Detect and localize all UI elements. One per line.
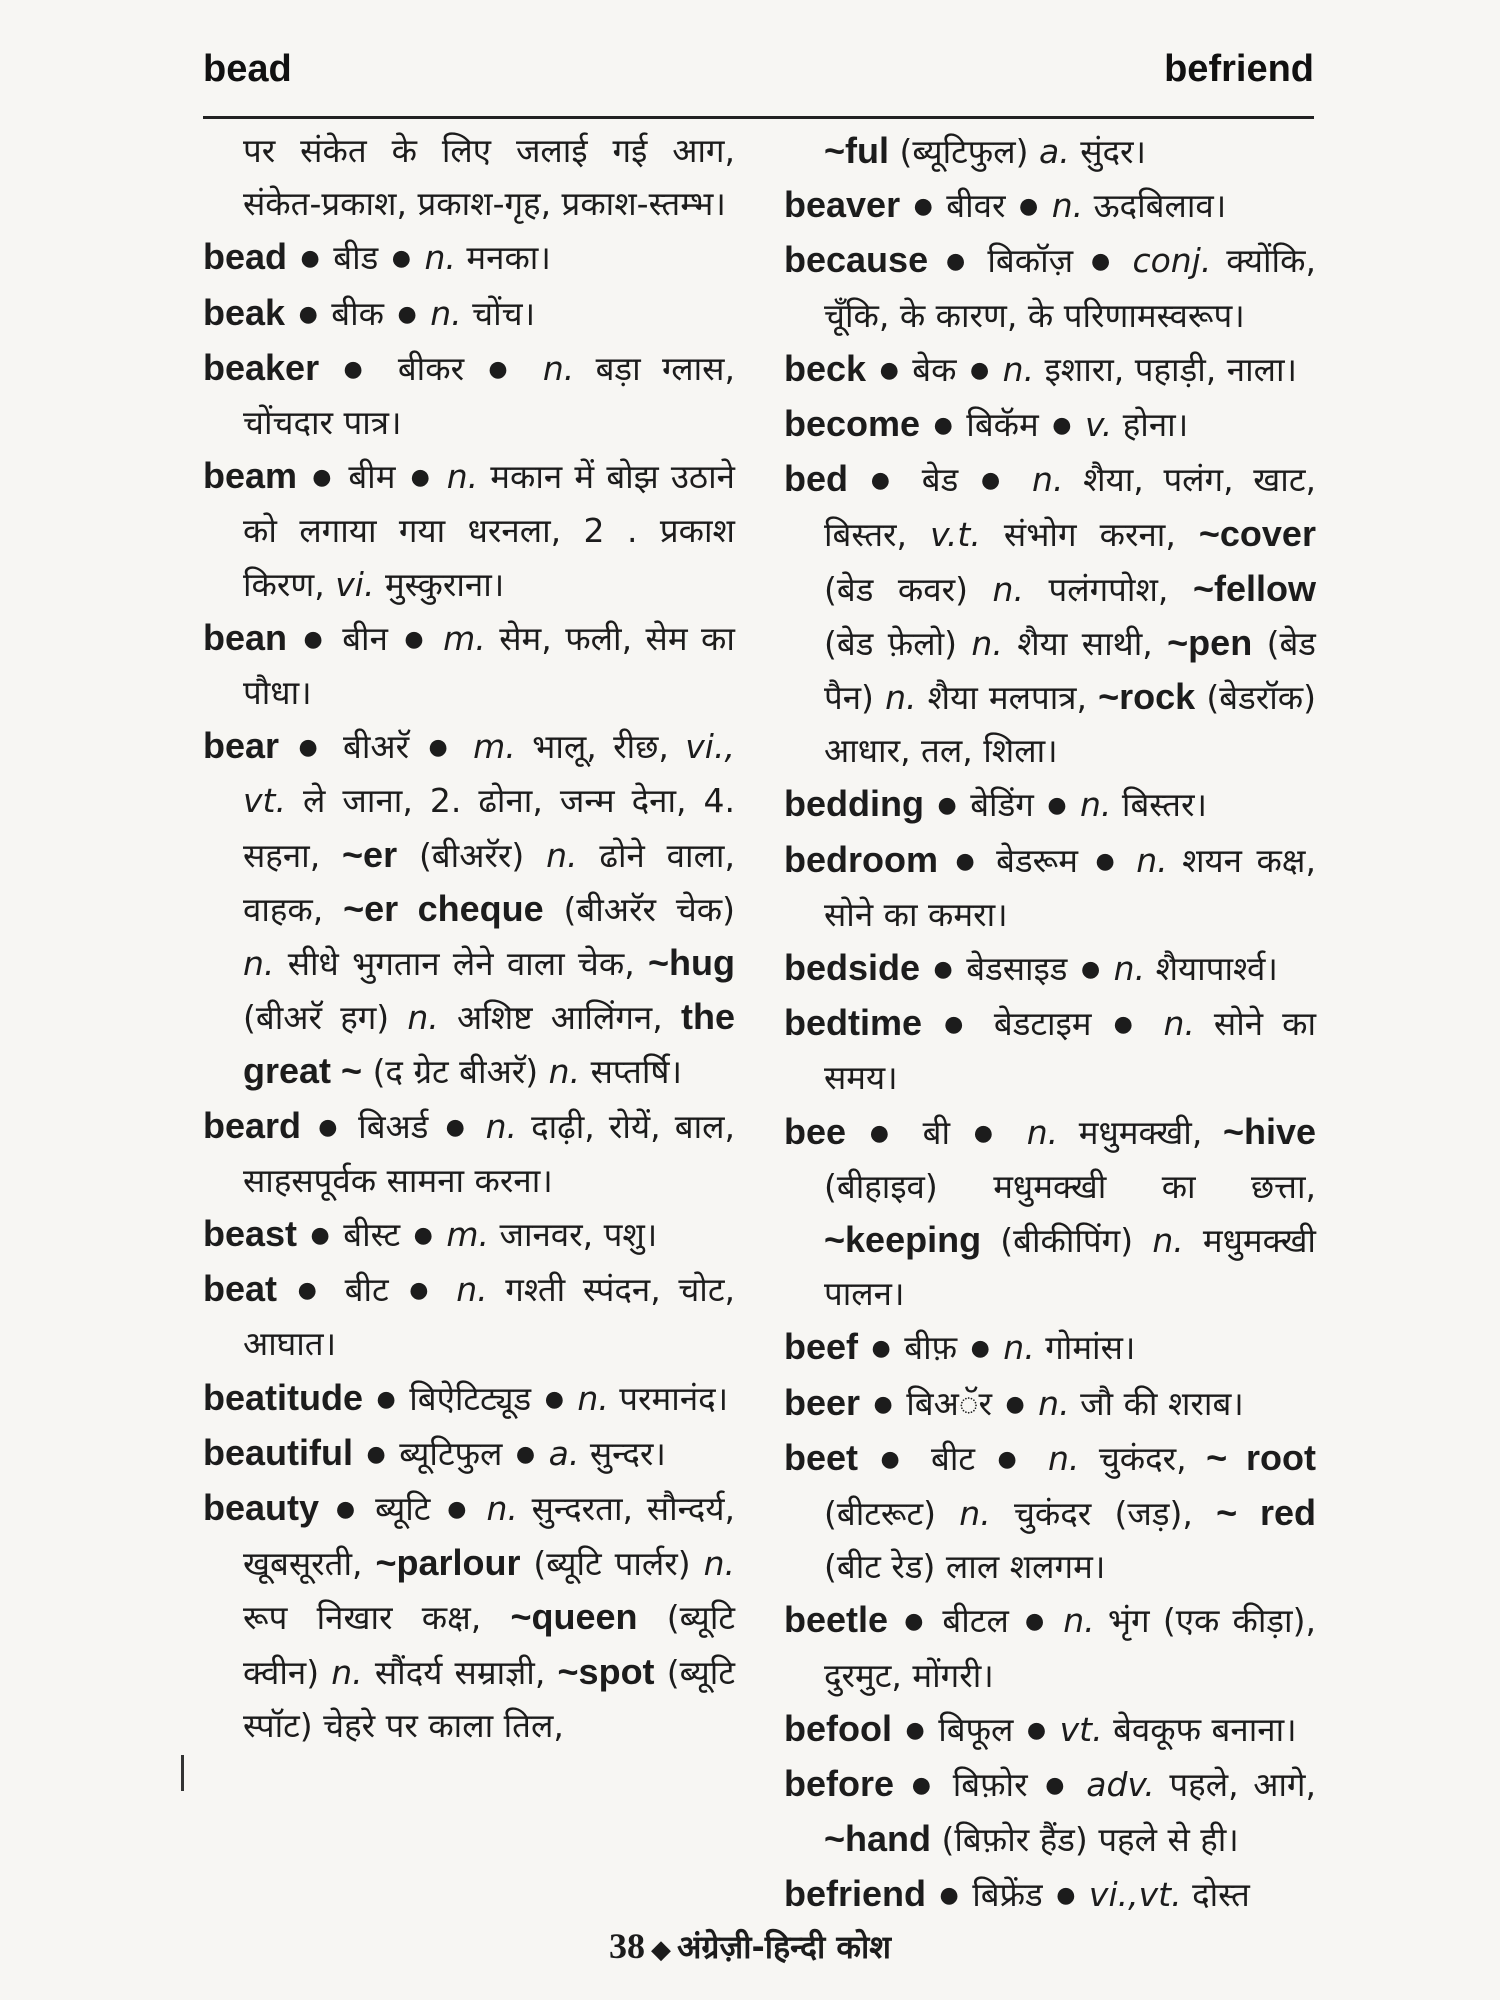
definition: मधुमक्खी का छत्ता, <box>993 1166 1317 1206</box>
definition: मधुमक्खी, <box>1078 1112 1203 1152</box>
headword: beauty <box>203 1487 320 1529</box>
definition: शयन कक्ष, सोने का कमरा। <box>824 840 1316 934</box>
margin-mark <box>181 1755 184 1791</box>
sub-headword: ~hand <box>824 1818 932 1860</box>
part-of-speech: n. <box>430 293 462 333</box>
definition: जानवर, पशु। <box>499 1215 658 1255</box>
part-of-speech: n. <box>1051 186 1084 226</box>
entry-bedtime: bedtime ● बेडटाइम ● n. सोने का समय। <box>784 1002 1317 1098</box>
header-rule <box>203 116 1314 119</box>
part-of-speech: conj. <box>1132 241 1212 281</box>
definition: मकान में बोझ उठाने को लगाया गया धरनला, 2 . प्रकाश किरण, <box>243 457 735 604</box>
headword: bedding <box>784 783 924 825</box>
definition: पहले, आगे, <box>1169 1765 1316 1805</box>
pronunciation: बीट <box>931 1438 976 1478</box>
entry-beast: beast ● बीस्ट ● m. जानवर, पशु। <box>203 1213 658 1255</box>
pronunciation: बेड <box>921 460 959 500</box>
entry-beak: beak ● बीक ● n. चोंच। <box>203 291 536 333</box>
pronunciation: (बीहाइव) <box>824 1166 938 1206</box>
entry-bedding: bedding ● बेडिंग ● n. बिस्तर। <box>784 783 1207 825</box>
entry-beer: beer ● बिअॅर ● n. जौ की शराब। <box>784 1381 1244 1423</box>
headword: because <box>784 239 929 281</box>
headword: beard <box>203 1104 302 1146</box>
pronunciation: (बीट रेड) <box>824 1547 936 1587</box>
pronunciation: ब्यूटि <box>375 1489 431 1529</box>
pronunciation: बीकर <box>397 348 465 388</box>
pronunciation: (बेडरॉक) <box>1206 678 1316 718</box>
part-of-speech: n. <box>485 1106 517 1146</box>
part-of-speech: n. <box>885 678 917 718</box>
pronunciation: बीन <box>342 618 388 658</box>
part-of-speech: v.t. <box>930 515 981 555</box>
definition: सप्तर्षि। <box>590 1052 682 1092</box>
page-footer <box>0 1925 1500 1968</box>
pronunciation: (बेड पैन) <box>824 623 1316 718</box>
definition: गश्ती स्पंदन, चोट, आघात। <box>243 1270 735 1364</box>
definition: गोमांस। <box>1045 1328 1136 1368</box>
entry-befool: befool ● बिफूल ● vt. बेवकूफ बनाना। <box>784 1707 1297 1749</box>
page-number: 38 <box>608 1926 645 1966</box>
pronunciation: (ब्यूटि पार्लर) <box>533 1544 691 1584</box>
sub-headword: ~er <box>342 833 398 875</box>
part-of-speech: m. <box>443 618 486 658</box>
entry-beard: beard ● बिअर्ड ● n. दाढ़ी, रोयें, बाल, साहसपूर्वक सामना करना। <box>203 1104 735 1200</box>
part-of-speech: n. <box>1152 1221 1184 1261</box>
entry-bedside: bedside ● बेडसाइड ● n. शैयापार्श्व। <box>784 947 1278 989</box>
pronunciation: बीक <box>331 293 384 333</box>
part-of-speech: n. <box>1080 785 1112 825</box>
part-of-speech: n. <box>407 998 439 1038</box>
pronunciation: बेक <box>912 349 957 389</box>
pronunciation: बिऐटिट्यूड <box>409 1378 532 1418</box>
definition: चुकंदर (जड़), <box>1013 1494 1193 1534</box>
part-of-speech: n. <box>577 1378 609 1418</box>
part-of-speech: n. <box>1136 840 1168 880</box>
part-of-speech: n. <box>1003 1328 1035 1368</box>
sub-headword: ~fellow <box>1192 567 1316 609</box>
entry-beautiful: beautiful ● ब्यूटिफुल ● a. सुन्दर। <box>203 1431 666 1473</box>
part-of-speech: n. <box>959 1494 991 1534</box>
definition: सोने का समय। <box>824 1004 1317 1098</box>
definition: दोस्त <box>1192 1874 1250 1914</box>
pronunciation: (बीअरॅर चेक) <box>563 889 735 929</box>
pronunciation: (ब्यूटि क्वीन) <box>243 1598 735 1692</box>
part-of-speech: n. <box>446 457 479 497</box>
definition: सीधे भुगतान लेने वाला चेक, <box>287 944 635 984</box>
sub-headword: ~ful <box>824 130 890 171</box>
entry-beetle: beetle ● बीटल ● n. भृंग (एक कीड़ा), दुरमुट, मोंगरी। <box>784 1599 1316 1695</box>
part-of-speech: n. <box>971 623 1003 663</box>
definition: शैया साथी, <box>1017 623 1153 663</box>
entry-bead: bead ● बीड ● n. मनका। <box>203 236 551 278</box>
entry-beet: beet ● बीट ● n. चुकंदर, ~ root (बीटरूट) n. चुकंदर (जड़), ~ red (बीट रेड) लाल शलगम। <box>784 1436 1316 1587</box>
part-of-speech: n. <box>1113 949 1146 989</box>
definition: चेहरे पर काला तिल, <box>323 1705 564 1745</box>
entry-because: because ● बिकॉज़ ● conj. क्योंकि, चूँकि, के कारण, के परिणामस्वरूप। <box>784 239 1316 335</box>
part-of-speech: adv. <box>1086 1765 1155 1805</box>
part-of-speech: n. <box>1032 460 1064 500</box>
definition: मनका। <box>466 238 551 278</box>
pronunciation: बेडसाइड <box>966 949 1068 989</box>
sub-headword: ~hive <box>1222 1110 1317 1152</box>
part-of-speech: n. <box>1026 1112 1059 1152</box>
pronunciation: बिफ़ोर <box>952 1765 1028 1805</box>
headword: bedside <box>784 947 921 989</box>
pronunciation: बिकॉज़ <box>987 241 1074 281</box>
definition: पर संकेत के लिए जलाई गई आग, संकेत-प्रकाश, प्रकाश-गृह, प्रकाश-स्तम्भ। <box>243 131 735 224</box>
definition: ढोने वाला, वाहक, <box>243 835 735 929</box>
definition: सुन्दरता, सौन्दर्य, खूबसूरती, <box>243 1489 735 1584</box>
pronunciation: बेडिंग <box>970 785 1034 825</box>
definition: ऊदबिलाव। <box>1093 186 1227 226</box>
definition: लाल शलगम। <box>945 1547 1106 1587</box>
entry-bean: bean ● बीन ● m. सेम, फली, सेम का पौधा। <box>203 616 735 713</box>
entry-beck: beck ● बेक ● n. इशारा, पहाड़ी, नाला। <box>784 347 1298 389</box>
headword: beast <box>203 1213 298 1255</box>
headword: beat <box>203 1268 278 1310</box>
part-of-speech: vt. <box>1059 1709 1103 1749</box>
pronunciation: बिफ्रेंड <box>972 1874 1043 1914</box>
entry-become: become ● बिकॅम ● v. होना। <box>784 403 1189 445</box>
definition: इशारा, पहाड़ी, नाला। <box>1044 349 1298 389</box>
headword: beck <box>784 347 867 389</box>
part-of-speech: n. <box>1163 1004 1195 1044</box>
part-of-speech: n. <box>1002 349 1035 389</box>
pronunciation: बीफ़ <box>904 1328 958 1368</box>
definition: रूप निखार कक्ष, <box>243 1598 482 1638</box>
part-of-speech: n. <box>548 1052 581 1092</box>
definition: बेवकूफ बनाना। <box>1113 1709 1297 1749</box>
headword: beaker <box>203 346 320 388</box>
pronunciation: बीअरॅ <box>343 727 410 767</box>
headword: beetle <box>784 1599 889 1641</box>
headword: beaver <box>784 184 901 226</box>
pronunciation: (बीअरॅ हग) <box>243 998 390 1038</box>
part-of-speech: v. <box>1084 405 1113 445</box>
headword: bean <box>203 616 288 658</box>
pronunciation: (बीअरॅर) <box>418 835 525 875</box>
part-of-speech: n. <box>1063 1601 1095 1641</box>
entry-beat: beat ● बीट ● n. गश्ती स्पंदन, चोट, आघात। <box>203 1268 735 1364</box>
part-of-speech: vi., vt. <box>243 727 735 821</box>
sub-headword: ~parlour <box>375 1542 521 1584</box>
part-of-speech: m. <box>473 727 516 767</box>
part-of-speech: a. <box>548 1433 580 1473</box>
pronunciation: ब्यूटिफुल <box>399 1433 503 1473</box>
entry-beauty: beauty ● ब्यूटि ● n. सुन्दरता, सौन्दर्य, खूबसूरती, ~parlour (ब्यूटि पार्लर) n. रूप निखार कक्ष, ~queen (ब्यूटि क्वीन) n. सौंदर्य सम्राज्ञी, ~spot (ब्यूटि स्पॉट) चेहरे पर काला तिल, <box>203 1487 735 1745</box>
sub-headword: ~ red <box>1216 1492 1316 1534</box>
sub-headword: ~pen <box>1167 621 1253 663</box>
headword: beatitude <box>203 1376 364 1418</box>
headword: bead <box>203 236 288 278</box>
headword: beam <box>203 455 298 497</box>
definition: भृंग (एक कीड़ा), दुरमुट, मोंगरी। <box>824 1601 1316 1695</box>
headword: beautiful <box>203 1431 353 1473</box>
headword: bedtime <box>784 1002 923 1044</box>
pronunciation: बिअर्ड <box>358 1106 429 1146</box>
definition: दाढ़ी, रोयें, बाल, साहसपूर्वक सामना करना। <box>243 1106 735 1200</box>
part-of-speech: a. <box>1038 132 1070 171</box>
definition: शैया, पलंग, खाट, बिस्तर, <box>824 460 1316 555</box>
sub-headword: ~rock <box>1098 676 1196 718</box>
pronunciation: (बीटरूट) <box>824 1494 937 1534</box>
definition: चुकंदर, <box>1098 1438 1187 1478</box>
definition: सौंदर्य सम्राज्ञी, <box>374 1652 546 1692</box>
headword: befool <box>784 1707 892 1749</box>
pronunciation: बिअॅर <box>906 1383 992 1423</box>
part-of-speech: n. <box>456 1270 488 1310</box>
entry-beaker: beaker ● बीकर ● n. बड़ा ग्लास, चोंचदार पात्र। <box>203 346 735 443</box>
sub-headword: ~queen <box>510 1596 638 1638</box>
sub-headword: ~cover <box>1198 513 1316 555</box>
sub-headword: ~ root <box>1206 1436 1316 1478</box>
pronunciation: बीड <box>333 238 379 278</box>
pronunciation: बीटल <box>942 1601 1009 1641</box>
definition: ले जाना, 2. ढोना, जन्म देना, 4. सहना, <box>243 781 736 875</box>
entry-bed: bed ● बेड ● n. शैया, पलंग, खाट, बिस्तर, v.t. संभोग करना, ~cover (बेड कवर) n. पलंगपोश, ~fellow (बेड फ़ेलो) n. शैया साथी, ~pen (बेड पैन) n. शैया मलपात्र, ~rock (बेडरॉक) आधार, तल, शिला। <box>784 458 1316 771</box>
pronunciation: बीट <box>344 1270 389 1310</box>
headword: bear <box>203 725 280 767</box>
definition: जौ की शराब। <box>1080 1383 1244 1423</box>
continued-entry <box>784 124 1316 178</box>
headword: bedroom <box>784 838 939 880</box>
sub-headword: ~spot <box>557 1650 655 1692</box>
definition: भालू, रीछ, <box>532 727 669 767</box>
entry-beaver: beaver ● बीवर ● n. ऊदबिलाव। <box>784 184 1227 226</box>
pronunciation: (ब्यूटिफुल) <box>899 132 1029 171</box>
entry-beam: beam ● बीम ● n. मकान में बोझ उठाने को लगाया गया धरनला, 2 . प्रकाश किरण, vi. मुस्कुराना। <box>203 455 735 604</box>
entry-bee: bee ● बी ● n. मधुमक्खी, ~hive (बीहाइव) मधुमक्खी का छत्ता, ~keeping (बीकीपिंग) n. मधुमक्खी पालन। <box>784 1110 1317 1314</box>
headword: bee <box>784 1110 847 1152</box>
definition: सेम, फली, सेम का पौधा। <box>243 618 735 713</box>
pronunciation: (बिफ़ोर हैंड) <box>941 1820 1088 1860</box>
definition: शैयापार्श्व। <box>1155 949 1278 989</box>
definition: क्योंकि, चूँकि, के कारण, के परिणामस्वरूप। <box>824 241 1316 335</box>
book-title: अंग्रेज़ी-हिन्दी कोश <box>676 1928 892 1966</box>
definition: आधार, तल, शिला। <box>824 731 1058 771</box>
entry-bear: bear ● बीअरॅ ● m. भालू, रीछ, vi., vt. ले जाना, 2. ढोना, जन्म देना, 4. सहना, ~er (बीअरॅर) n. ढोने वाला, वाहक, ~er cheque (बीअरॅर चेक) n. सीधे भुगतान लेने वाला चेक, ~hug (बीअरॅ हग) n. अशिष्ट आलिंगन, the great ~ (द ग्रेट बीअरॅ) n. सप्तर्षि। <box>203 725 736 1092</box>
definition: पलंगपोश, <box>1048 569 1169 609</box>
headword: befriend <box>784 1872 927 1914</box>
headword: beer <box>784 1381 861 1423</box>
part-of-speech: n. <box>486 1489 518 1529</box>
sub-headword: ~keeping <box>824 1219 982 1261</box>
pronunciation: बीस्ट <box>343 1215 401 1255</box>
definition: बिस्तर। <box>1121 785 1207 825</box>
pronunciation: (बीकीपिंग) <box>1000 1221 1134 1261</box>
running-head-last-word: befriend <box>1164 48 1314 90</box>
continued-entry <box>203 124 735 230</box>
part-of-speech: n. <box>424 238 456 278</box>
part-of-speech: n. <box>1038 1383 1070 1423</box>
entry-befriend: befriend ● बिफ्रेंड ● vi.,vt. दोस्त <box>784 1872 1250 1914</box>
pronunciation: (ब्यूटि स्पॉट) <box>243 1652 735 1745</box>
definition: सुन्दर। <box>589 1433 666 1473</box>
definition: होना। <box>1122 405 1189 445</box>
entry-beatitude: beatitude ● बिऐटिट्यूड ● n. परमानंद। <box>203 1376 729 1418</box>
pronunciation: बेडटाइम <box>993 1004 1092 1044</box>
headword: bed <box>784 458 849 500</box>
right-column <box>784 124 1316 1922</box>
sub-headword: ~er cheque <box>343 887 544 929</box>
entry-bedroom: bedroom ● बेडरूम ● n. शयन कक्ष, सोने का कमरा। <box>784 838 1316 934</box>
pronunciation: बिफूल <box>938 1709 1014 1749</box>
definition: सुंदर। <box>1080 132 1147 171</box>
definition: पहले से ही। <box>1098 1820 1239 1860</box>
diamond-icon: ◆ <box>650 1935 671 1965</box>
part-of-speech: vi. <box>335 564 375 604</box>
definition: शैया मलपात्र, <box>927 678 1087 718</box>
pronunciation: (द ग्रेट बीअरॅ) <box>372 1052 539 1092</box>
definition: बड़ा ग्लास, चोंचदार पात्र। <box>243 348 735 443</box>
sub-headword: ~hug <box>647 942 735 984</box>
part-of-speech: n. <box>992 569 1024 609</box>
part-of-speech: n. <box>1048 1438 1080 1478</box>
part-of-speech: n. <box>542 348 575 388</box>
definition: परमानंद। <box>619 1378 729 1418</box>
headword: before <box>784 1763 895 1805</box>
pronunciation: बीम <box>348 457 396 497</box>
running-head-first-word: bead <box>203 48 292 90</box>
part-of-speech: n. <box>546 835 578 875</box>
pronunciation: बिकॅम <box>966 405 1039 445</box>
headword: beef <box>784 1326 859 1368</box>
headword: beak <box>203 291 286 333</box>
definition: संभोग करना, <box>1003 515 1176 555</box>
part-of-speech: m. <box>446 1215 489 1255</box>
definition: मुस्कुराना। <box>384 564 505 604</box>
left-column <box>203 124 735 1752</box>
part-of-speech: n. <box>703 1544 735 1584</box>
definition: अशिष्ट आलिंगन, <box>457 998 663 1038</box>
headword: beet <box>784 1436 859 1478</box>
pronunciation: बीवर <box>946 186 1006 226</box>
headword: become <box>784 403 921 445</box>
definition: मधुमक्खी पालन। <box>824 1221 1316 1314</box>
pronunciation: (बेड कवर) <box>824 569 968 609</box>
sub-headword: the great ~ <box>243 996 735 1092</box>
pronunciation: बेडरूम <box>996 840 1079 880</box>
pronunciation: (बेड फ़ेलो) <box>824 623 958 663</box>
pronunciation: बी <box>922 1112 951 1152</box>
entry-beef: beef ● बीफ़ ● n. गोमांस। <box>784 1326 1136 1368</box>
entry-before: before ● बिफ़ोर ● adv. पहले, आगे, ~hand (बिफ़ोर हैंड) पहले से ही। <box>784 1763 1316 1860</box>
part-of-speech: vi.,vt. <box>1088 1874 1182 1914</box>
part-of-speech: n. <box>331 1652 363 1692</box>
part-of-speech: n. <box>243 944 275 984</box>
definition: चोंच। <box>472 293 536 333</box>
